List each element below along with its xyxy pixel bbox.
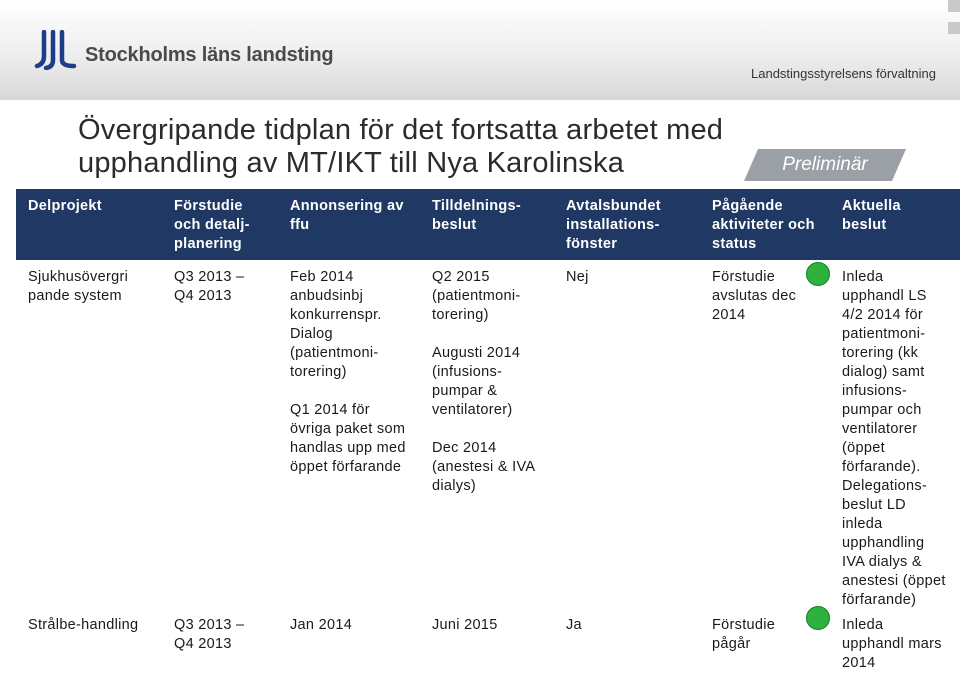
cell-pagaende <box>700 260 830 614</box>
table-row <box>16 260 960 614</box>
status-green-indicator-icon <box>806 606 830 630</box>
preliminary-label: Preliminär <box>782 154 868 175</box>
col-delprojekt: Delprojekt <box>16 189 162 260</box>
cell-avtalsbundet: Ja <box>566 617 582 633</box>
status-text: Förstudie pågår <box>712 617 776 652</box>
col-tilldelning: Tilldelnings-beslut <box>420 189 554 260</box>
cell-avtalsbundet: Nej <box>566 269 589 285</box>
status-green-indicator-icon <box>806 262 830 286</box>
table-header-row <box>16 189 960 260</box>
status-text: Förstudie avslutas dec 2014 <box>712 269 797 323</box>
cell-tilldelning: Juni 2015 <box>432 617 498 633</box>
cell-annonsering: Feb 2014 anbudsinbj konkurrenspr. Dialog (patientmoni-torering) Q1 2014 för övriga paket som handlas upp med öppet förfarande <box>290 269 406 475</box>
sll-logo-icon <box>34 30 80 70</box>
page-title <box>78 114 723 180</box>
cell-delprojekt: Sjukhusövergri pande system <box>28 269 129 304</box>
title-line-1: Övergripande tidplan för det fortsatta arbetet med <box>78 114 724 146</box>
schedule-table <box>16 189 960 677</box>
corner-decoration <box>944 0 960 40</box>
cell-forstudie: Q3 2013 – Q4 2013 <box>174 269 245 304</box>
col-forstudie: Förstudie och detalj-planering <box>162 189 278 260</box>
col-annonsering: Annonsering av ffu <box>278 189 420 260</box>
cell-aktuella-beslut: Inleda upphandl mars 2014 <box>842 617 942 671</box>
cell-aktuella-beslut: Inleda upphandl LS 4/2 2014 för patientmoni-torering (kk dialog) samt infusions-pumpar och ventilatorer (öppet förfarande). Delegations-beslut LD inleda upphandling IVA dialys & anestesi (öppet förfarande) <box>842 269 946 608</box>
cell-annonsering: Jan 2014 <box>290 617 353 633</box>
cell-tilldelning: Q2 2015 (patientmoni-torering) Augusti 2014 (infusions-pumpar & ventilatorer) Dec 2014 (anestesi & IVA dialys) <box>432 269 535 494</box>
admin-unit: Landstingsstyrelsens förvaltning <box>751 66 936 81</box>
sll-logo <box>34 30 333 70</box>
col-avtalsbundet: Avtalsbundet installations-fönster <box>554 189 700 260</box>
org-name: Stockholms läns landsting <box>85 43 334 66</box>
col-pagaende: Pågående aktiviteter och status <box>700 189 830 260</box>
title-line-2: upphandling av MT/IKT till Nya Karolinska <box>78 147 625 179</box>
preliminary-badge <box>744 149 906 181</box>
cell-delprojekt: Strålbe-handling <box>28 617 139 633</box>
cell-pagaende <box>700 614 830 677</box>
col-aktuella-beslut: Aktuella beslut <box>830 189 960 260</box>
table-row <box>16 614 960 677</box>
cell-forstudie: Q3 2013 – Q4 2013 <box>174 617 245 652</box>
